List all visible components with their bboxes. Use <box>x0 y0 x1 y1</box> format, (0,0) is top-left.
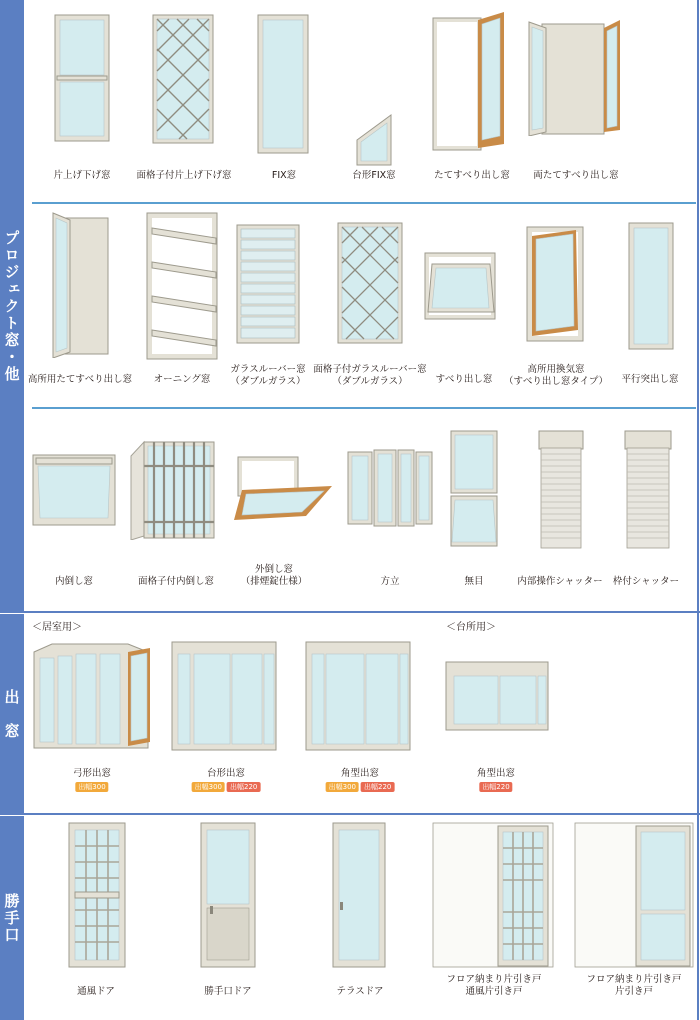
badge-projection: 出幅220 <box>361 782 394 792</box>
casement-window-image <box>432 12 508 152</box>
terrace-door-image <box>332 822 386 968</box>
ventilation-door-image <box>68 822 126 968</box>
label-outward-tilt-window: 外倒し窓 （排煙錠仕様） <box>240 564 308 587</box>
ventilation-sliding-door-image <box>432 822 554 968</box>
label-high-casement-window: 高所用たてすべり出し窓 <box>27 374 133 385</box>
note-kitchen: ＜台所用＞ <box>446 622 496 633</box>
badge-group <box>326 782 395 792</box>
mullion-window-image <box>346 448 434 528</box>
section-border <box>0 611 700 613</box>
tab-door-label: 勝手口 <box>2 892 21 944</box>
projected-window-image <box>424 252 496 322</box>
label-grilled-single-hung-window: 面格子付片上げ下げ窓 <box>136 170 232 181</box>
label-transom: 無目 <box>464 576 484 587</box>
grilled-glass-louver-window-image <box>337 222 403 344</box>
tab-project-label: プロジェクト窓・他 <box>2 229 21 383</box>
label-kitchen-square-bay-window: 角型出窓 <box>476 768 516 779</box>
transom-window-image <box>450 430 498 548</box>
label-projected-window: すべり出し窓 <box>435 374 493 385</box>
badge-group <box>75 782 108 792</box>
label-ventilation-door: 通風ドア <box>77 986 115 997</box>
label-high-ventilation-window: 高所用換気窓 （すべり出し窓タイプ） <box>504 364 608 387</box>
badge-projection: 出幅220 <box>227 782 260 792</box>
row-divider <box>32 407 696 409</box>
label-grilled-hopper-window: 面格子付内倒し窓 <box>137 576 215 587</box>
page-border-right <box>697 0 699 1020</box>
badge-group <box>479 782 512 792</box>
sliding-door-image <box>574 822 694 968</box>
hopper-window-image <box>32 454 116 526</box>
framed-shutter-image <box>624 430 672 550</box>
label-double-casement-window: 両たてすべり出し窓 <box>533 170 619 181</box>
label-glass-louver-window: ガラスルーバー窓 （ダブルガラス） <box>230 364 306 387</box>
label-mullion: 方立 <box>380 576 400 587</box>
parallel-projected-window-image <box>628 222 674 350</box>
label-trapezoid-bay-window: 台形出窓 <box>206 768 246 779</box>
label-single-hung-window: 片上げ下げ窓 <box>53 170 111 181</box>
tab-bay-window <box>0 614 24 814</box>
label-terrace-door: テラスドア <box>336 986 384 997</box>
trapezoid-bay-window-image <box>170 638 280 754</box>
label-grilled-glass-louver-window: 面格子付ガラスルーバー窓 （ダブルガラス） <box>313 364 427 387</box>
badge-projection: 出幅300 <box>75 782 108 792</box>
outward-tilt-window-image <box>232 456 334 524</box>
back-door-image <box>200 822 256 968</box>
double-casement-window-image <box>528 18 624 136</box>
bow-bay-window-image <box>32 638 152 754</box>
badge-group <box>192 782 261 792</box>
section-border <box>0 813 700 815</box>
label-hopper-window: 内倒し窓 <box>54 576 94 587</box>
label-back-door: 勝手口ドア <box>204 986 252 997</box>
tab-back-door <box>0 816 24 1020</box>
label-awning-window: オーニング窓 <box>153 374 211 385</box>
grilled-single-hung-window-image <box>152 14 214 144</box>
badge-projection: 出幅220 <box>479 782 512 792</box>
glass-louver-window-image <box>236 224 300 344</box>
label-fix-window: FIX窓 <box>271 170 297 181</box>
label-interior-shutter: 内部操作シャッター <box>517 576 603 587</box>
grilled-hopper-window-image <box>130 436 218 540</box>
trapezoid-fix-window-image <box>356 114 392 166</box>
fix-window-image <box>257 14 309 154</box>
label-parallel-projected-window: 平行突出し窓 <box>621 374 679 385</box>
interior-shutter-image <box>538 430 584 550</box>
tab-bay-label: 出 窓 <box>2 688 21 740</box>
high-casement-window-image <box>52 212 110 358</box>
badge-projection: 出幅300 <box>326 782 359 792</box>
tab-project-window <box>0 0 24 612</box>
awning-window-image <box>146 212 218 362</box>
high-ventilation-window-image <box>526 226 584 342</box>
label-bow-bay-window: 弓形出窓 <box>72 768 112 779</box>
kitchen-square-bay-window-image <box>444 660 550 732</box>
note-living-room: ＜居室用＞ <box>32 622 82 633</box>
single-hung-window-image <box>54 14 110 142</box>
label-trapezoid-fix-window: 台形FIX窓 <box>352 170 396 181</box>
square-bay-window-image <box>304 638 414 754</box>
badge-projection: 出幅300 <box>192 782 225 792</box>
label-ventilation-sliding-door: フロア納まり片引き戸 通風片引き戸 <box>446 974 542 997</box>
row-divider <box>32 202 696 204</box>
label-framed-shutter: 枠付シャッター <box>612 576 680 587</box>
label-casement-window: たてすべり出し窓 <box>434 170 510 181</box>
label-square-bay-window: 角型出窓 <box>340 768 380 779</box>
label-sliding-door: フロア納まり片引き戸 片引き戸 <box>586 974 682 997</box>
